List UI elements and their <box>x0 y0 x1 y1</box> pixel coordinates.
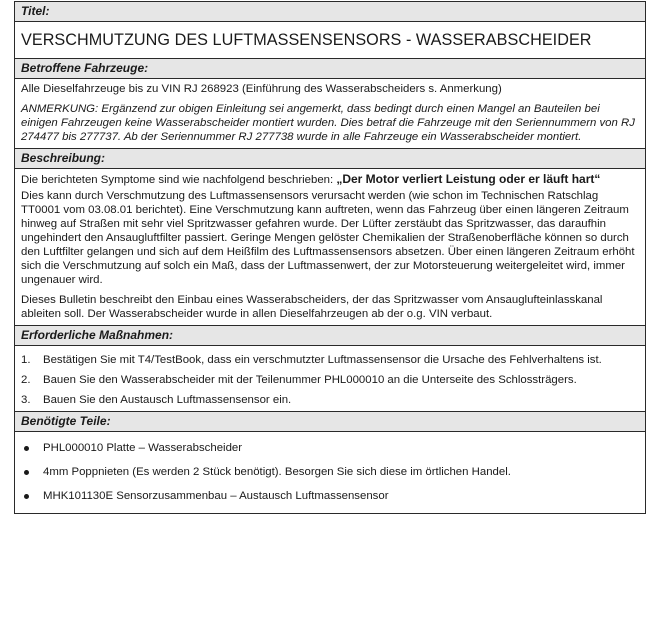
step-number: 1. <box>21 354 31 366</box>
step-text: Bestätigen Sie mit T4/TestBook, dass ein verschmutzter Luftmassensensor die Ursache des Fehlverhaltens ist. <box>43 354 602 366</box>
part-text: 4mm Poppnieten (Es werden 2 Stück benötigt). Besorgen Sie sich diese im örtlichen Handel. <box>43 466 511 478</box>
list-item <box>21 465 639 479</box>
part-text: MHK101130E Sensorzusammenbau – Austausch Luftmassensensor <box>43 490 389 502</box>
parts-heading: Benötigte Teile: <box>15 412 645 432</box>
list-item <box>21 441 639 455</box>
description-section <box>14 149 646 326</box>
bullet-icon <box>24 446 29 451</box>
symptom-line <box>21 172 639 187</box>
symptom-intro: Die berichteten Symptome sind wie nachfolgend beschrieben: <box>21 174 337 186</box>
measures-list <box>21 353 639 407</box>
list-item <box>21 353 639 367</box>
title-section <box>14 1 646 59</box>
step-number: 3. <box>21 394 31 406</box>
list-item <box>21 489 639 503</box>
vehicles-note: ANMERKUNG: Ergänzend zur obigen Einleitung sei angemerkt, dass bedingt durch einen Mangel an Bauteilen bei einigen Fahrzeugen keine Wasserabscheider montiert wurden. Dies betraf die Fahrzeuge mit den Seriennummern von RJ 274477 bis 277737. Ab der Seriennummer RJ 277738 wurde in alle Fahrzeuge ein Wasserabscheider montiert. <box>21 103 635 143</box>
bullet-icon <box>24 494 29 499</box>
step-text: Bauen Sie den Austausch Luftmassensensor ein. <box>43 394 292 406</box>
vehicles-text: Alle Dieselfahrzeuge bis zu VIN RJ 268923 (Einführung des Wasserabscheiders s. Anmerkung) <box>21 83 502 95</box>
vehicles-heading: Betroffene Fahrzeuge: <box>15 59 645 79</box>
list-item <box>21 393 639 407</box>
bulletin-title: VERSCHMUTZUNG DES LUFTMASSENSENSORS - WASSERABSCHEIDER <box>21 31 592 49</box>
bullet-icon <box>24 470 29 475</box>
description-paragraph-2: Dieses Bulletin beschreibt den Einbau eines Wasserabscheiders, der das Spritzwasser vom Ansauglufteinlasskanal ableiten soll. Der Wasserabscheider wurde in allen Dieselfahrzeugen ab der o.g. VIN verbaut. <box>21 294 603 320</box>
title-heading: Titel: <box>15 2 645 22</box>
step-text: Bauen Sie den Wasserabscheider mit der Teilenummer PHL000010 an die Unterseite des Schlossträgers. <box>43 374 577 386</box>
measures-heading: Erforderliche Maßnahmen: <box>15 326 645 346</box>
step-number: 2. <box>21 374 31 386</box>
measures-section <box>14 326 646 412</box>
description-heading: Beschreibung: <box>15 149 645 169</box>
vehicles-section <box>14 59 646 149</box>
parts-section <box>14 412 646 514</box>
description-paragraph-1: Dies kann durch Verschmutzung des Luftmassensensors verursacht werden (wie schon im Technischen Ratschlag TT0001 vom 03.08.01 berichtet). Eine Verschmutzung kann auftreten, wenn das Fahrzeug über einen längeren Zeitraum hinweg auf Straßen mit sehr viel Spritzwasser gefahren wurde. Der Lüfter zerstäubt das Spritzwasser, das daraufhin ungehindert den Ansaugluftfilter passiert. Geringe Mengen gelöster Chemikalien der Straßenoberfläche können so durch den Luftfilter gelangen und sich auf dem Heißfilm des Luftmassensensors absetzen. Über einen längeren Zeitraum erhöht sich die Verschmutzung auf solch ein Maß, dass der Luftmassenwert, der zur Motorsteuerung weitergeleitet wird, immer ungenauer wird. <box>21 190 635 286</box>
part-text: PHL000010 Platte – Wasserabscheider <box>43 442 243 454</box>
parts-list <box>21 441 639 503</box>
list-item <box>21 373 639 387</box>
symptom-quote: „Der Motor verliert Leistung oder er läuft hart“ <box>336 172 601 186</box>
bulletin-document <box>14 1 646 514</box>
